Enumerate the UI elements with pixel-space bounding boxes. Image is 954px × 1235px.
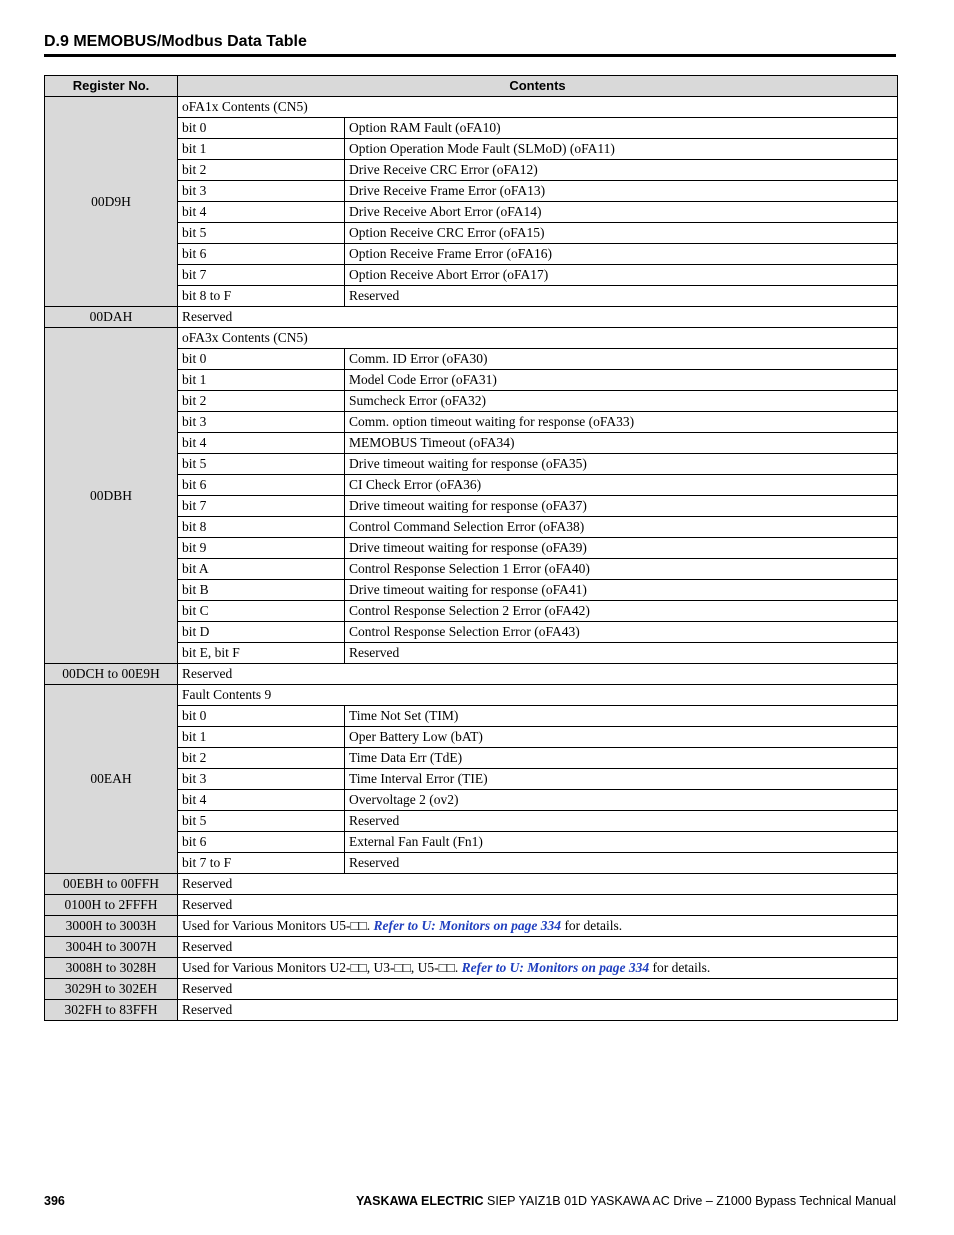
bit-label: bit 4 (178, 790, 345, 811)
column-header-contents: Contents (178, 76, 898, 97)
contents-text-suffix: for details. (649, 960, 711, 975)
register-number: 00EAH (45, 685, 178, 874)
table-row (45, 685, 898, 706)
bit-label: bit 6 (178, 244, 345, 265)
bit-label: bit 6 (178, 475, 345, 496)
bit-label: bit 7 (178, 496, 345, 517)
table-row (45, 916, 898, 937)
table-row (45, 958, 898, 979)
contents-cell: Reserved (178, 307, 898, 328)
contents-cell: Reserved (178, 895, 898, 916)
table-header-row (45, 76, 898, 97)
bit-description: Overvoltage 2 (ov2) (345, 790, 898, 811)
contents-text: Used for Various Monitors U5-□□. (182, 918, 374, 933)
page-title: D.9 MEMOBUS/Modbus Data Table (44, 33, 307, 50)
bit-description: Comm. option timeout waiting for response (oFA33) (345, 412, 898, 433)
column-header-register: Register No. (45, 76, 178, 97)
bit-label: bit 0 (178, 118, 345, 139)
bit-label: bit 5 (178, 454, 345, 475)
contents-heading: Fault Contents 9 (178, 685, 898, 706)
contents-cell (178, 916, 898, 937)
bit-label: bit 7 to F (178, 853, 345, 874)
bit-label: bit 0 (178, 349, 345, 370)
register-number: 00D9H (45, 97, 178, 307)
contents-cell: Reserved (178, 937, 898, 958)
bit-description: MEMOBUS Timeout (oFA34) (345, 433, 898, 454)
bit-label: bit 5 (178, 811, 345, 832)
bit-description: Reserved (345, 853, 898, 874)
bit-description: Time Data Err (TdE) (345, 748, 898, 769)
contents-cell: Reserved (178, 874, 898, 895)
bit-label: bit B (178, 580, 345, 601)
bit-label: bit C (178, 601, 345, 622)
footer-manual-title (356, 1194, 896, 1208)
bit-description: Control Response Selection 2 Error (oFA42) (345, 601, 898, 622)
bit-description: Option RAM Fault (oFA10) (345, 118, 898, 139)
bit-description: Option Operation Mode Fault (SLMoD) (oFA11) (345, 139, 898, 160)
bit-label: bit 3 (178, 412, 345, 433)
bit-label: bit 5 (178, 223, 345, 244)
register-number: 302FH to 83FFH (45, 1000, 178, 1021)
contents-cell (178, 958, 898, 979)
register-number: 00DBH (45, 328, 178, 664)
memobus-data-table (44, 75, 898, 1021)
contents-cell: Reserved (178, 979, 898, 1000)
bit-label: bit 7 (178, 265, 345, 286)
bit-description: Sumcheck Error (oFA32) (345, 391, 898, 412)
table-row (45, 307, 898, 328)
table-row (45, 97, 898, 118)
bit-label: bit 9 (178, 538, 345, 559)
register-number: 3008H to 3028H (45, 958, 178, 979)
bit-label: bit 2 (178, 748, 345, 769)
register-number: 3000H to 3003H (45, 916, 178, 937)
bit-description: Reserved (345, 811, 898, 832)
title-divider (44, 54, 896, 57)
bit-description: Option Receive CRC Error (oFA15) (345, 223, 898, 244)
bit-description: Drive timeout waiting for response (oFA35) (345, 454, 898, 475)
contents-text: Used for Various Monitors U2-□□, U3-□□, U5-□□. (182, 960, 462, 975)
bit-description: Control Command Selection Error (oFA38) (345, 517, 898, 538)
bit-label: bit 2 (178, 391, 345, 412)
contents-heading: oFA3x Contents (CN5) (178, 328, 898, 349)
bit-description: Option Receive Abort Error (oFA17) (345, 265, 898, 286)
contents-text-suffix: for details. (561, 918, 623, 933)
register-number: 0100H to 2FFFH (45, 895, 178, 916)
bit-label: bit 1 (178, 727, 345, 748)
bit-label: bit 1 (178, 139, 345, 160)
bit-description: Oper Battery Low (bAT) (345, 727, 898, 748)
footer-manual: SIEP YAIZ1B 01D YASKAWA AC Drive – Z1000 Bypass Technical Manual (483, 1194, 896, 1208)
table-row (45, 664, 898, 685)
bit-description: External Fan Fault (Fn1) (345, 832, 898, 853)
bit-label: bit 2 (178, 160, 345, 181)
bit-description: Time Interval Error (TIE) (345, 769, 898, 790)
bit-description: Drive Receive Frame Error (oFA13) (345, 181, 898, 202)
bit-label: bit 4 (178, 433, 345, 454)
bit-label: bit D (178, 622, 345, 643)
bit-description: Drive timeout waiting for response (oFA39) (345, 538, 898, 559)
register-number: 3004H to 3007H (45, 937, 178, 958)
bit-label: bit 0 (178, 706, 345, 727)
bit-label: bit 4 (178, 202, 345, 223)
table-row (45, 979, 898, 1000)
bit-description: Model Code Error (oFA31) (345, 370, 898, 391)
bit-description: Time Not Set (TIM) (345, 706, 898, 727)
bit-description: Drive timeout waiting for response (oFA41) (345, 580, 898, 601)
bit-description: Reserved (345, 643, 898, 664)
monitors-page-link[interactable]: Refer to U: Monitors on page 334 (461, 960, 650, 975)
bit-label: bit 6 (178, 832, 345, 853)
bit-label: bit 8 to F (178, 286, 345, 307)
table-row (45, 895, 898, 916)
register-number: 00EBH to 00FFH (45, 874, 178, 895)
bit-label: bit E, bit F (178, 643, 345, 664)
bit-label: bit 8 (178, 517, 345, 538)
bit-description: Comm. ID Error (oFA30) (345, 349, 898, 370)
table-body (45, 97, 898, 1021)
bit-description: Drive Receive CRC Error (oFA12) (345, 160, 898, 181)
page-number: 396 (44, 1194, 65, 1208)
contents-heading: oFA1x Contents (CN5) (178, 97, 898, 118)
bit-description: Control Response Selection 1 Error (oFA40) (345, 559, 898, 580)
bit-label: bit 3 (178, 181, 345, 202)
table-row (45, 1000, 898, 1021)
register-number: 00DAH (45, 307, 178, 328)
footer-brand: YASKAWA ELECTRIC (355, 1194, 484, 1208)
bit-description: Control Response Selection Error (oFA43) (345, 622, 898, 643)
table-row (45, 328, 898, 349)
contents-cell: Reserved (178, 1000, 898, 1021)
bit-description: Drive Receive Abort Error (oFA14) (345, 202, 898, 223)
table-row (45, 937, 898, 958)
monitors-page-link[interactable]: Refer to U: Monitors on page 334 (373, 918, 562, 933)
register-number: 00DCH to 00E9H (45, 664, 178, 685)
bit-description: Reserved (345, 286, 898, 307)
bit-description: CI Check Error (oFA36) (345, 475, 898, 496)
bit-description: Drive timeout waiting for response (oFA37) (345, 496, 898, 517)
contents-cell: Reserved (178, 664, 898, 685)
bit-description: Option Receive Frame Error (oFA16) (345, 244, 898, 265)
bit-label: bit A (178, 559, 345, 580)
bit-label: bit 1 (178, 370, 345, 391)
register-number: 3029H to 302EH (45, 979, 178, 1000)
table-row (45, 874, 898, 895)
bit-label: bit 3 (178, 769, 345, 790)
